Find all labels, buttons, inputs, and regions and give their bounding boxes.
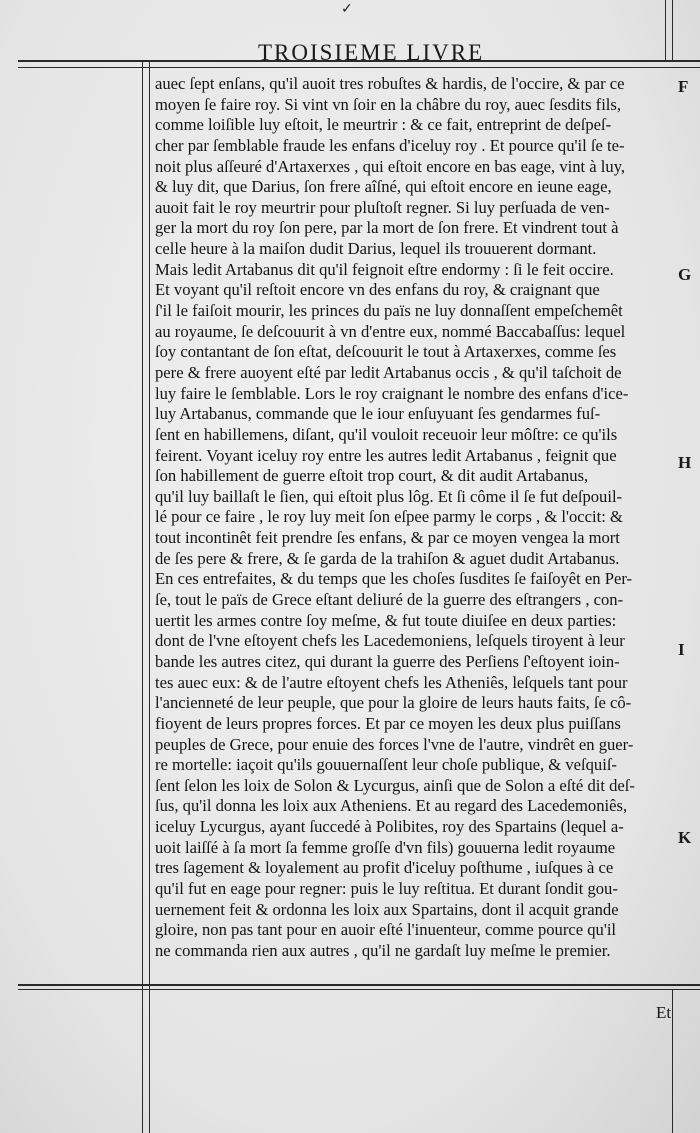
margin-marker-g: G: [678, 265, 692, 284]
text-line: ger la mort du roy ſon pere, par la mort de ſon frere. Et vindrent tout à: [155, 218, 619, 238]
text-line: re mortelle: iaçoit qu'ils gouuernaſſent leur choſe publique, & veſquiſ-: [155, 755, 617, 775]
text-line: ſ'il le faiſoit mourir, les princes du païs ne luy donnaſſent empeſchemêt: [155, 301, 623, 321]
text-line: qu'il luy baillaſt le ſien, qui eſtoit plus lôg. Et ſi côme il ſe fut deſpouil-: [155, 486, 623, 506]
margin-marker-i: I: [678, 640, 685, 659]
text-line: ſon habillement de guerre eſtoit trop court, & dit audit Artabanus,: [155, 466, 589, 486]
text-line: uernement feit & ordonna les loix aux Spartains, dont il acquit grande: [155, 899, 619, 919]
left-margin-rule-inner: [149, 62, 150, 1133]
text-line: pere & frere auoyent eſté par ledit Artabanus occis , & qu'il taſchoit de: [155, 362, 622, 382]
text-line: cher par ſemblable fraude les enfans d'iceluy roy . Et pource qu'il ſe te-: [155, 135, 625, 155]
text-line: fioyent de leurs propres forces. Et par ce moyen les deux plus puiſſans: [155, 713, 621, 733]
text-line: ſent en habillemens, diſant, qu'il vouloit receuoir leur môſtre: ce qu'ils: [155, 424, 618, 444]
text-line: feirent. Voyant iceluy roy entre les autres ledit Artabanus , feignit que: [155, 445, 617, 465]
right-margin-rule-lower: [672, 990, 673, 1133]
text-line: gloire, non pas tant pour en auoir eſté l'inuenteur, comme pource qu'il: [155, 920, 617, 940]
text-line: auoit fait le roy meurtrir pour pluſtoſt regner. Si luy perſuada de ven-: [155, 197, 610, 217]
text-line: ſe, tout le païs de Grece eſtant deliuré de la guerre des eſtrangers , con-: [155, 590, 624, 610]
text-line: comme loiſible luy eſtoit, le meurtrir : & ce fait, entreprint de deſpeſ-: [155, 115, 612, 135]
text-line: En ces entrefaites, & du temps que les choſes ſusdites ſe faiſoyêt en Per-: [155, 569, 633, 589]
text-line: peuples de Grece, pour enuie des forces l'vne de l'autre, vindrêt en guer-: [155, 734, 634, 754]
bottom-rule-inner: [18, 989, 700, 990]
text-line: moyen ſe faire roy. Si vint vn ſoir en la châbre du roy, auec ſesdits fils,: [155, 94, 622, 114]
text-line: luy faire le ſemblable. Lors le roy craignant le nombre des enfans d'ice-: [155, 383, 629, 403]
bottom-rule: [18, 984, 700, 986]
text-line: lé pour ce faire , le roy luy meit ſon eſpee parmy le corps , & l'occit: &: [155, 507, 623, 527]
text-line: qu'il fut en eage pour regner: puis le luy reſtitua. Et durant ſondit gou-: [155, 878, 618, 898]
text-line: tout incontinêt feit prendre ſes enfans, & par ce moyen vengea la mort: [155, 528, 620, 548]
text-line: Et voyant qu'il reſtoit encore vn des enfans du roy, & craignant que: [155, 280, 600, 300]
header-rule: [18, 67, 700, 68]
text-line: ne commanda rien aux autres , qu'il ne gardaſt luy meſme le premier.: [155, 940, 611, 960]
right-margin-rule-inner: [672, 0, 673, 60]
margin-marker-k: K: [678, 828, 692, 847]
text-line: luy Artabanus, commande que le iour enſuyuant ſes gendarmes fuſ-: [155, 404, 601, 424]
text-line: uertit les armes contre ſoy meſme, & fut toute diuiſee en deux parties:: [155, 610, 617, 630]
margin-marker-f: F: [678, 77, 689, 96]
running-head: TROISIEME LIVRE: [258, 40, 485, 65]
text-line: & luy dit, que Darius, ſon frere aîſné, qui eſtoit encore en ieune eage,: [155, 177, 612, 197]
text-line: l'ancienneté de leur peuple, que pour la gloire de leurs hauts faits, ſe cô-: [155, 693, 632, 713]
text-line: ſus, qu'il donna les loix aux Atheniens. Et au regard des Lacedemoniês,: [155, 796, 628, 816]
left-margin-rule-outer: [142, 62, 143, 1133]
right-margin-rule-outer: [665, 0, 666, 60]
text-line: de ſes pere & frere, & ſe garda de la trahiſon & aguet dudit Artabanus.: [155, 548, 620, 568]
text-line: Mais ledit Artabanus dit qu'il feignoit eſtre endormy : ſi le feit occire.: [155, 259, 614, 279]
text-line: auec ſept enſans, qu'il auoit tres robuſtes & hardis, de l'occire, & par ce: [155, 74, 625, 93]
top-tick-mark: ✓: [341, 2, 353, 17]
text-line: celle heure à la maiſon dudit Darius, lequel ils trouuerent dormant.: [155, 239, 597, 259]
text-line: noit plus aſſeuré d'Artaxerxes , qui eſtoit encore en bas eage, vint à luy,: [155, 156, 626, 176]
text-line: iceluy Lycurgus, ayant ſuccedé à Polibites, roy des Spartains (lequel a-: [155, 817, 624, 837]
text-line: bande les autres citez, qui durant la guerre des Perſiens ſ'eſtoyent ioin-: [155, 651, 620, 671]
text-line: ſoy contantant de ſon eſtat, deſcouurit le tout à Artaxerxes, comme ſes: [155, 342, 617, 362]
text-line: tres ſagement & loyalement au profit d'iceluy poſthume , iuſques à ce: [155, 858, 614, 878]
text-line: ſent ſelon les loix de Solon & Lycurgus, ainſi que de Solon a eſté dit deſ-: [155, 775, 635, 795]
text-line: dont de l'vne eſtoyent chefs les Lacedemoniens, leſquels tiroyent à leur: [155, 631, 625, 651]
text-line: uoit laiſſé à ſa mort ſa femme groſſe d'vn fils) gouuerna ledit royaume: [155, 837, 616, 857]
text-line: au royaume, ſe deſcouurit à vn d'entre eux, nommé Baccabaſſus: lequel: [155, 321, 626, 341]
margin-marker-h: H: [678, 453, 692, 472]
text-line: tes auec eux: & de l'autre eſtoyent chefs les Atheniês, leſquels tant pour: [155, 672, 628, 692]
body-text: [155, 74, 677, 962]
catchword: Et: [656, 1003, 672, 1022]
